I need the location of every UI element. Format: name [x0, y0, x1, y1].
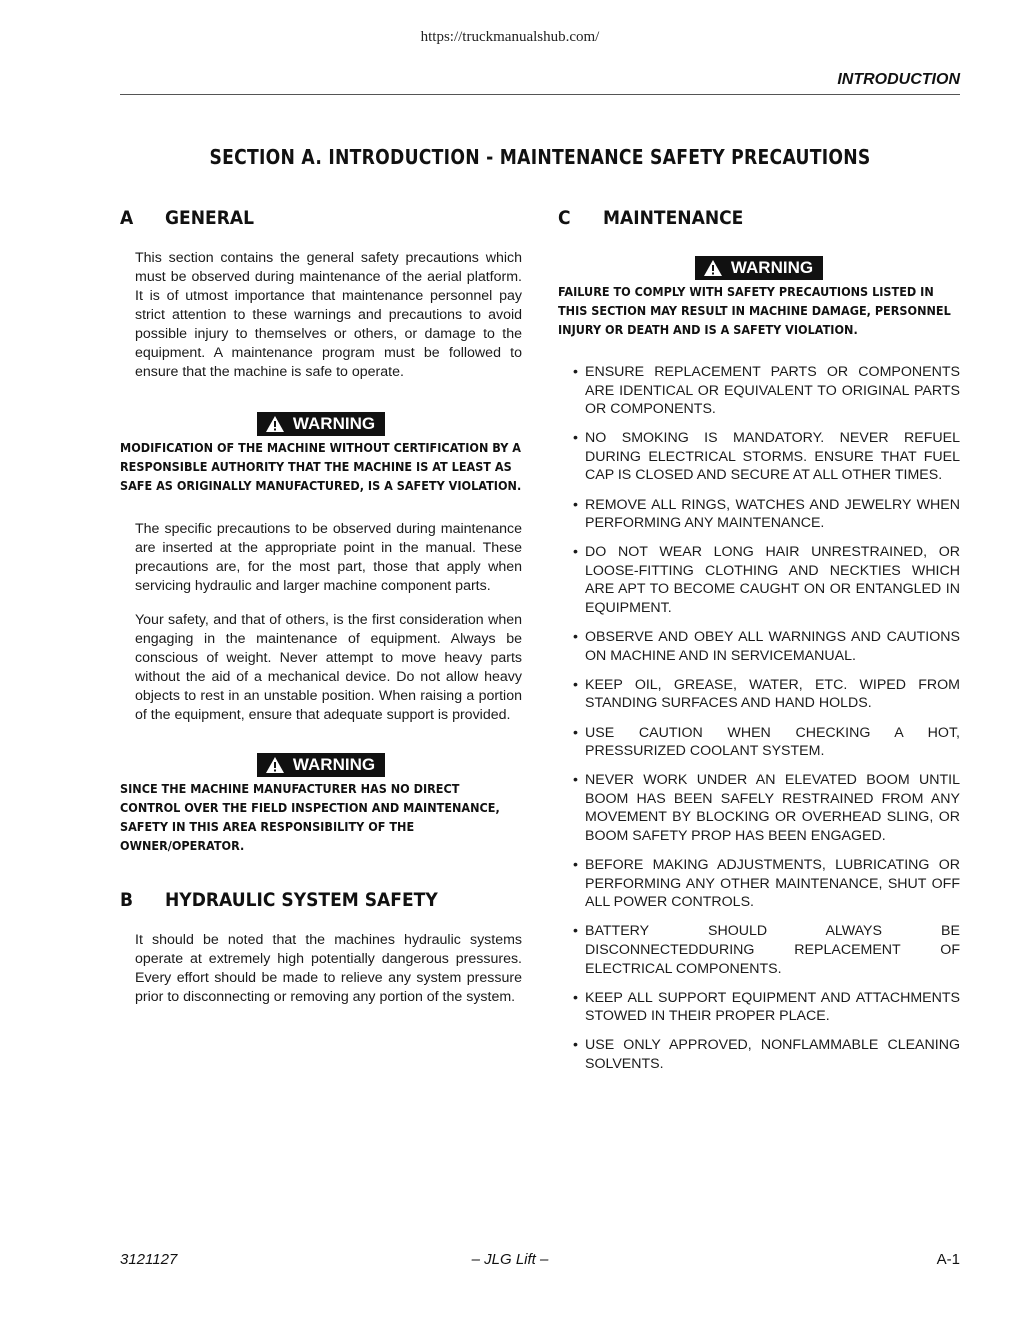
warning-label: WARNING: [292, 755, 376, 774]
list-item: • OBSERVE AND OBEY ALL WARNINGS AND CAUTIONS ON MACHINE AND IN SERVICEMANUAL.: [573, 629, 960, 664]
list-item: • KEEP ALL SUPPORT EQUIPMENT AND ATTACHMENTS STOWED IN THEIR PROPER PLACE.: [573, 989, 960, 1025]
section-letter: A: [120, 207, 134, 229]
footer-publisher: – JLG Lift –: [471, 1251, 549, 1268]
section-title: GENERAL: [165, 207, 255, 229]
section-letter: C: [558, 207, 571, 229]
bullet: •: [573, 364, 578, 380]
general-paragraph-3: Your safety, and that of others, is the first consideration when engaging in the maintenance of equipment. Always be conscious of weight. Never attempt to move heavy parts without the aid of a mechanical device. Do not allow heavy objects to rest in an unstable position. When raising a portion of the equipment, ensure that adequate support is provided.: [135, 612, 522, 723]
source-url: https://truckmanualshub.com/: [420, 29, 600, 45]
maintenance-precautions-list: [558, 363, 960, 1074]
warning-label: WARNING: [292, 414, 376, 433]
section-letter: B: [120, 889, 134, 911]
warning-triangle-icon: [265, 415, 285, 433]
warning-triangle-icon: [265, 756, 285, 774]
list-item: • BEFORE MAKING ADJUSTMENTS, LUBRICATING OR PERFORMING ANY OTHER MAINTENANCE, SHUT OFF ALL POWER CONTROLS.: [573, 857, 960, 911]
general-paragraph-1: This section contains the general safety precautions which must be observed during maintenance of the aerial platform. It is of utmost importance that maintenance personnel pay strict attention to these warnings and precautions to avoid possible injury to themselves or others, or damage to the equipment. A maintenance program must be followed to ensure that the machine is safe to operate.: [135, 250, 522, 380]
running-head: INTRODUCTION: [837, 71, 960, 88]
bullet: •: [573, 496, 578, 513]
left-column: [120, 207, 522, 1007]
warning-triangle-icon: [703, 259, 723, 277]
general-paragraph-2: The specific precautions to be observed during maintenance are inserted at the appropriate point in the manual. These precautions are, for the most part, those that apply when servicing hydraulic and larger machine component parts.: [135, 521, 522, 594]
warning-text: SINCE THE MACHINE MANUFACTURER HAS NO DIRECT CONTROL OVER THE FIELD INSPECTION AND MAINTENANCE, SAFETY IN THIS AREA RESPONSIBILITY OF THE OWNER/OPERATOR.: [120, 781, 500, 853]
bullet: •: [573, 857, 578, 874]
bullet: •: [573, 676, 578, 693]
bullet: •: [573, 1037, 578, 1054]
section-maintenance-heading: [558, 207, 920, 235]
section-title: MAINTENANCE: [603, 207, 744, 229]
header-rule: [120, 94, 960, 95]
bullet: •: [573, 724, 578, 741]
warning-badge-wrap: [558, 256, 960, 280]
page-title: SECTION A. INTRODUCTION - MAINTENANCE SAFETY PRECAUTIONS: [209, 145, 871, 169]
list-item: • KEEP OIL, GREASE, WATER, ETC. WIPED FROM STANDING SURFACES AND HAND HOLDS.: [573, 676, 960, 712]
bullet: •: [573, 430, 578, 447]
bullet: •: [573, 923, 578, 940]
warning-text: FAILURE TO COMPLY WITH SAFETY PRECAUTIONS LISTED IN THIS SECTION MAY RESULT IN MACHINE DAMAGE, PERSONNEL INJURY OR DEATH AND IS A SAFETY VIOLATION.: [558, 284, 951, 337]
warning-text: MODIFICATION OF THE MACHINE WITHOUT CERTIFICATION BY A RESPONSIBLE AUTHORITY THAT THE MACHINE IS AT LEAST AS SAFE AS ORIGINALLY MANUFACTURED, IS A SAFETY VIOLATION.: [120, 440, 522, 493]
warning-badge: [695, 256, 823, 280]
list-item: • USE CAUTION WHEN CHECKING A HOT, PRESSURIZED COOLANT SYSTEM.: [573, 724, 960, 760]
footer-page-number: A-1: [936, 1251, 960, 1268]
section-general-heading: [120, 207, 482, 235]
list-item: • USE ONLY APPROVED, NONFLAMMABLE CLEANING SOLVENTS.: [573, 1037, 960, 1072]
section-hydraulic-heading: [120, 889, 482, 917]
section-title: HYDRAULIC SYSTEM SAFETY: [165, 889, 438, 911]
bullet: •: [573, 772, 578, 789]
bullet: •: [573, 989, 578, 1006]
list-item: • DO NOT WEAR LONG HAIR UNRESTRAINED, OR LOOSE-FITTING CLOTHING AND NECKTIES WHICH ARE APT TO BECOME CAUGHT ON OR ENTANGLED IN EQUIPMENT.: [573, 544, 960, 617]
list-item: • REMOVE ALL RINGS, WATCHES AND JEWELRY WHEN PERFORMING ANY MAINTENANCE.: [573, 496, 960, 532]
warning-badge-wrap: [120, 412, 522, 436]
bullet: •: [573, 544, 578, 561]
list-item: • BATTERY SHOULD ALWAYS BE DISCONNECTEDDURING REPLACEMENT OF ELECTRICAL COMPONENTS.: [573, 923, 960, 977]
hydraulic-paragraph: It should be noted that the machines hydraulic systems operate at extremely high potentially dangerous pressures. Every effort should be made to relieve any system pressure prior to disconnecting or removing any portion of the system.: [135, 932, 522, 1005]
warning-label: WARNING: [730, 258, 814, 277]
warning-badge: [257, 412, 385, 436]
footer-doc-number: 3121127: [120, 1251, 178, 1268]
bullet: •: [573, 629, 578, 646]
warning-badge: [257, 753, 385, 777]
list-item: • NO SMOKING IS MANDATORY. NEVER REFUEL DURING ELECTRICAL STORMS. ENSURE THAT FUEL CAP IS CLOSED AND SECURE AT ALL OTHER TIMES.: [573, 430, 960, 484]
list-item: • ENSURE REPLACEMENT PARTS OR COMPONENTS ARE IDENTICAL OR EQUIVALENT TO ORIGINAL PARTS OR COMPONENTS.: [573, 364, 960, 418]
list-item: • NEVER WORK UNDER AN ELEVATED BOOM UNTIL BOOM HAS BEEN SAFELY RESTRAINED FROM ANY MOVEMENT BY BLOCKING OR OVERHEAD SLING, OR BOOM SAFETY PROP HAS BEEN ENGAGED.: [573, 772, 960, 844]
right-column: [558, 207, 960, 1084]
warning-badge-wrap: [120, 753, 522, 777]
